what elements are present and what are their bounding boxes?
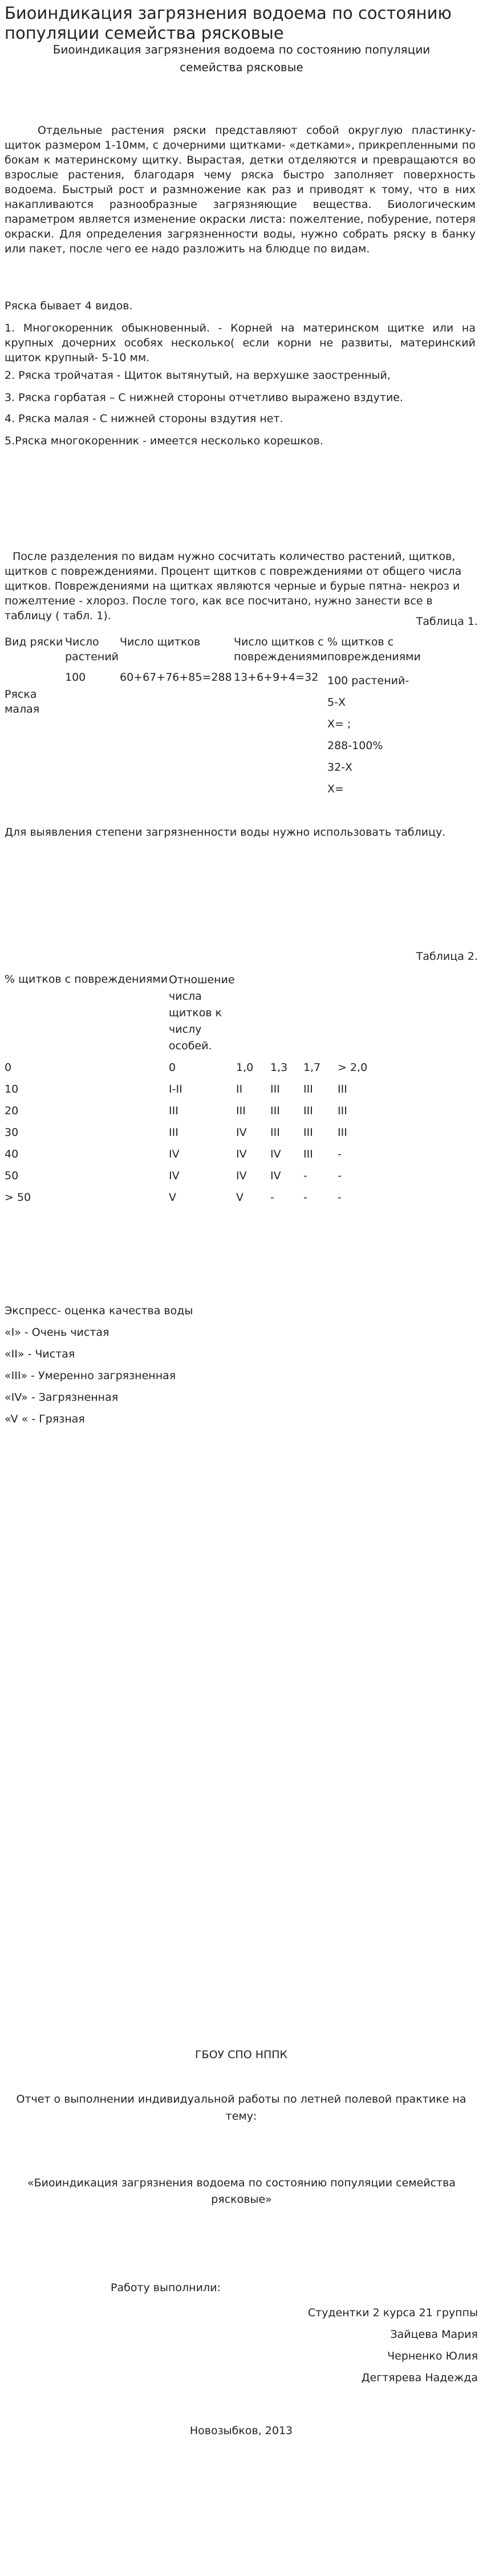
document-subtitle: Биоиндикация загрязнения водоема по состоянию популяции семейства рясковые: [52, 43, 431, 74]
table2-cell: III: [169, 1105, 178, 1117]
table2-cell: III: [338, 1083, 347, 1095]
table1-cell-species: Ряска малая: [5, 688, 40, 715]
express-item: «II» - Чистая: [5, 1348, 75, 1360]
table2-cell: IV: [236, 1170, 247, 1182]
calc-line: 32-Х: [327, 761, 353, 774]
method-paragraph: После разделения по видам нужно сосчитать количество растений, щитков, щитков с повреждениями. Процент щитков с повреждениями от общего числа щитков. Повреждениями на щитках являются черные и бурые пятна- некроз и пожелтение - хлороз. После того, как все посчитано, нужно занести все в таблицу ( табл. 1).: [5, 550, 462, 622]
table2-cell: -: [338, 1148, 342, 1160]
table2-cell: V: [236, 1191, 243, 1204]
table2-header-empty: [338, 972, 383, 1054]
table1-row: [5, 664, 478, 800]
table2-cell: > 50: [5, 1191, 31, 1204]
table2-cell: III: [169, 1126, 178, 1139]
species-item-1: 1. Многокоренник обыкновенный. - Корней на материнском щитке или на крупных дочерних особях несколько( если корни не развиты, материнский щиток крупный- 5-10 мм.: [5, 322, 476, 364]
express-assessment: [5, 1300, 347, 1430]
table1-cell-calc: [327, 664, 478, 800]
table2-cell: 1,3: [270, 1061, 288, 1074]
table2-cell: IV: [236, 1126, 247, 1139]
table1-caption: Таблица 1.: [416, 615, 478, 628]
express-item: «IV» - Загрязненная: [5, 1391, 119, 1404]
table1: [5, 635, 478, 800]
author-name: Черненко Юлия: [387, 2350, 478, 2362]
table2-cell: -: [303, 1191, 307, 1204]
table2-cell: 20: [5, 1105, 19, 1117]
table2-cell: IV: [236, 1148, 247, 1160]
table2-header-ratio: Отношение числа щитков к числу особей.: [169, 974, 235, 1052]
table2-cell: -: [338, 1170, 342, 1182]
table2-cell: III: [236, 1105, 246, 1117]
express-item: «V « - Грязная: [5, 1413, 85, 1425]
calc-line: 100 растений-: [327, 674, 409, 687]
table2-cell: V: [169, 1191, 176, 1204]
table2-header-percent: % щитков с повреждениями: [5, 973, 168, 986]
table-row: [5, 1054, 383, 1075]
table2-caption: Таблица 2.: [416, 950, 478, 963]
calc-line: Х= ;: [327, 718, 351, 730]
species-item-4: 4. Ряска малая - С нижней стороны вздутия нет.: [5, 412, 283, 425]
table2-cell: IV: [270, 1148, 281, 1160]
authors-block: [171, 2302, 478, 2389]
table2-cell: 10: [5, 1083, 19, 1095]
table2-cell: III: [303, 1148, 313, 1160]
table2-cell: III: [303, 1083, 313, 1095]
page-title: Биоиндикация загрязнения водоема по состоянию популяции семейства рясковые: [5, 3, 452, 43]
table2-cell: IV: [270, 1170, 281, 1182]
table2-cell: 50: [5, 1170, 19, 1182]
table-row: [5, 1118, 383, 1140]
table2: [5, 972, 383, 1205]
table2-cell: II: [236, 1083, 243, 1095]
city-year: Новозыбков, 2013: [189, 2424, 293, 2437]
table2-cell: > 2,0: [338, 1061, 368, 1074]
table2-cell: 0: [169, 1061, 176, 1074]
table-row: [5, 1075, 383, 1097]
table2-cell: 1,0: [236, 1061, 254, 1074]
table2-cell: III: [303, 1126, 313, 1139]
species-item-3: 3. Ряска горбатая – С нижней стороны отчетливо выражено вздутие.: [5, 391, 404, 404]
table2-cell: I-II: [169, 1083, 182, 1095]
table1-cell-damaged: 13+6+9+4=32: [234, 671, 319, 684]
species-item-5: 5.Ряска многокоренник - имеется несколько корешков.: [5, 435, 323, 447]
table1-header-row: [5, 635, 478, 664]
table2-cell: III: [303, 1105, 313, 1117]
table-row: [5, 1140, 383, 1162]
author-name: Зайцева Мария: [390, 2328, 478, 2341]
table2-cell: -: [338, 1191, 342, 1204]
table1-header-damaged: Число щитков с повреждениями: [234, 636, 327, 663]
express-heading: Экспресс- оценка качества воды: [5, 1305, 193, 1317]
species-heading: Ряска бывает 4 видов.: [5, 300, 133, 312]
table2-cell: III: [270, 1083, 280, 1095]
calc-line: 5-Х: [327, 696, 346, 709]
org-name: ГБОУ СПО НППК: [194, 2048, 288, 2061]
express-item: «III» - Умеренно загрязненная: [5, 1369, 176, 1382]
report-topic: «Биоиндикация загрязнения водоема по состоянию популяции семейства рясковые»: [27, 2177, 456, 2206]
table-row: [5, 1162, 383, 1183]
table1-header-shields: Число щитков: [120, 636, 201, 648]
table2-header-row: [5, 972, 383, 1054]
intro-paragraph: Отдельные растения ряски представляют собой округлую пластинку-щиток размером 1-10мм, с дочерними щитками- «детками», прикрепленными по бокам к материнскому щитку. Вырастая, детки отделяются и превращаются во взрослые растения, благодаря чему ряска быстро заполняет поверхность водоема. Быстрый рост и размножение как раз и приводят к тому, что в них накапливаются разнообразные загрязняющие вещества. Биологическим параметром является изменение окраски листа: пожелтение, побурение, потеря окраски. Для определения загрязненности воды, нужно собрать ряску в банку или пакет, после чего ее надо разложить на блюдце по видам.: [5, 124, 476, 255]
table2-cell: III: [338, 1126, 347, 1139]
table1-header-plants: Число растений: [65, 636, 119, 663]
table2-intro: Для выявления степени загрязненности воды нужно использовать таблицу.: [5, 826, 446, 839]
table-row: [5, 1183, 383, 1205]
table2-cell: 30: [5, 1126, 19, 1139]
express-item: «I» - Очень чистая: [5, 1326, 109, 1339]
table2-cell: 1,7: [303, 1061, 321, 1074]
table1-header-percent: % щитков с повреждениями: [327, 636, 421, 663]
species-item-2: 2. Ряска тройчатая - Щиток вытянутый, на верхушке заостренный,: [5, 369, 391, 382]
table2-header-empty: [236, 972, 270, 1054]
table1-cell-shields: 60+67+76+85=288: [120, 671, 232, 684]
table-row: [5, 1097, 383, 1118]
report-title: Отчет о выполнении индивидуальной работы по летней полевой практике на тему:: [16, 2093, 466, 2123]
table1-cell-plants: 100: [65, 671, 86, 684]
table2-cell: IV: [169, 1148, 180, 1160]
author-name: Дегтярева Надежда: [361, 2371, 478, 2384]
table1-header-species: Вид ряски: [5, 636, 63, 648]
group-label: Студентки 2 курса 21 группы: [307, 2307, 478, 2319]
table2-header-empty: [303, 972, 338, 1054]
table2-cell: III: [270, 1126, 280, 1139]
calc-line: 288-100%: [327, 739, 383, 752]
table2-cell: 40: [5, 1148, 19, 1160]
table2-cell: 0: [5, 1061, 12, 1074]
table2-cell: IV: [169, 1170, 180, 1182]
calc-line: Х=: [327, 783, 344, 795]
table2-cell: III: [270, 1105, 280, 1117]
done-by-label: Работу выполнили:: [111, 2281, 221, 2294]
table2-cell: -: [303, 1170, 307, 1182]
table2-cell: -: [270, 1191, 274, 1204]
table2-header-empty: [270, 972, 303, 1054]
table2-cell: III: [338, 1105, 347, 1117]
